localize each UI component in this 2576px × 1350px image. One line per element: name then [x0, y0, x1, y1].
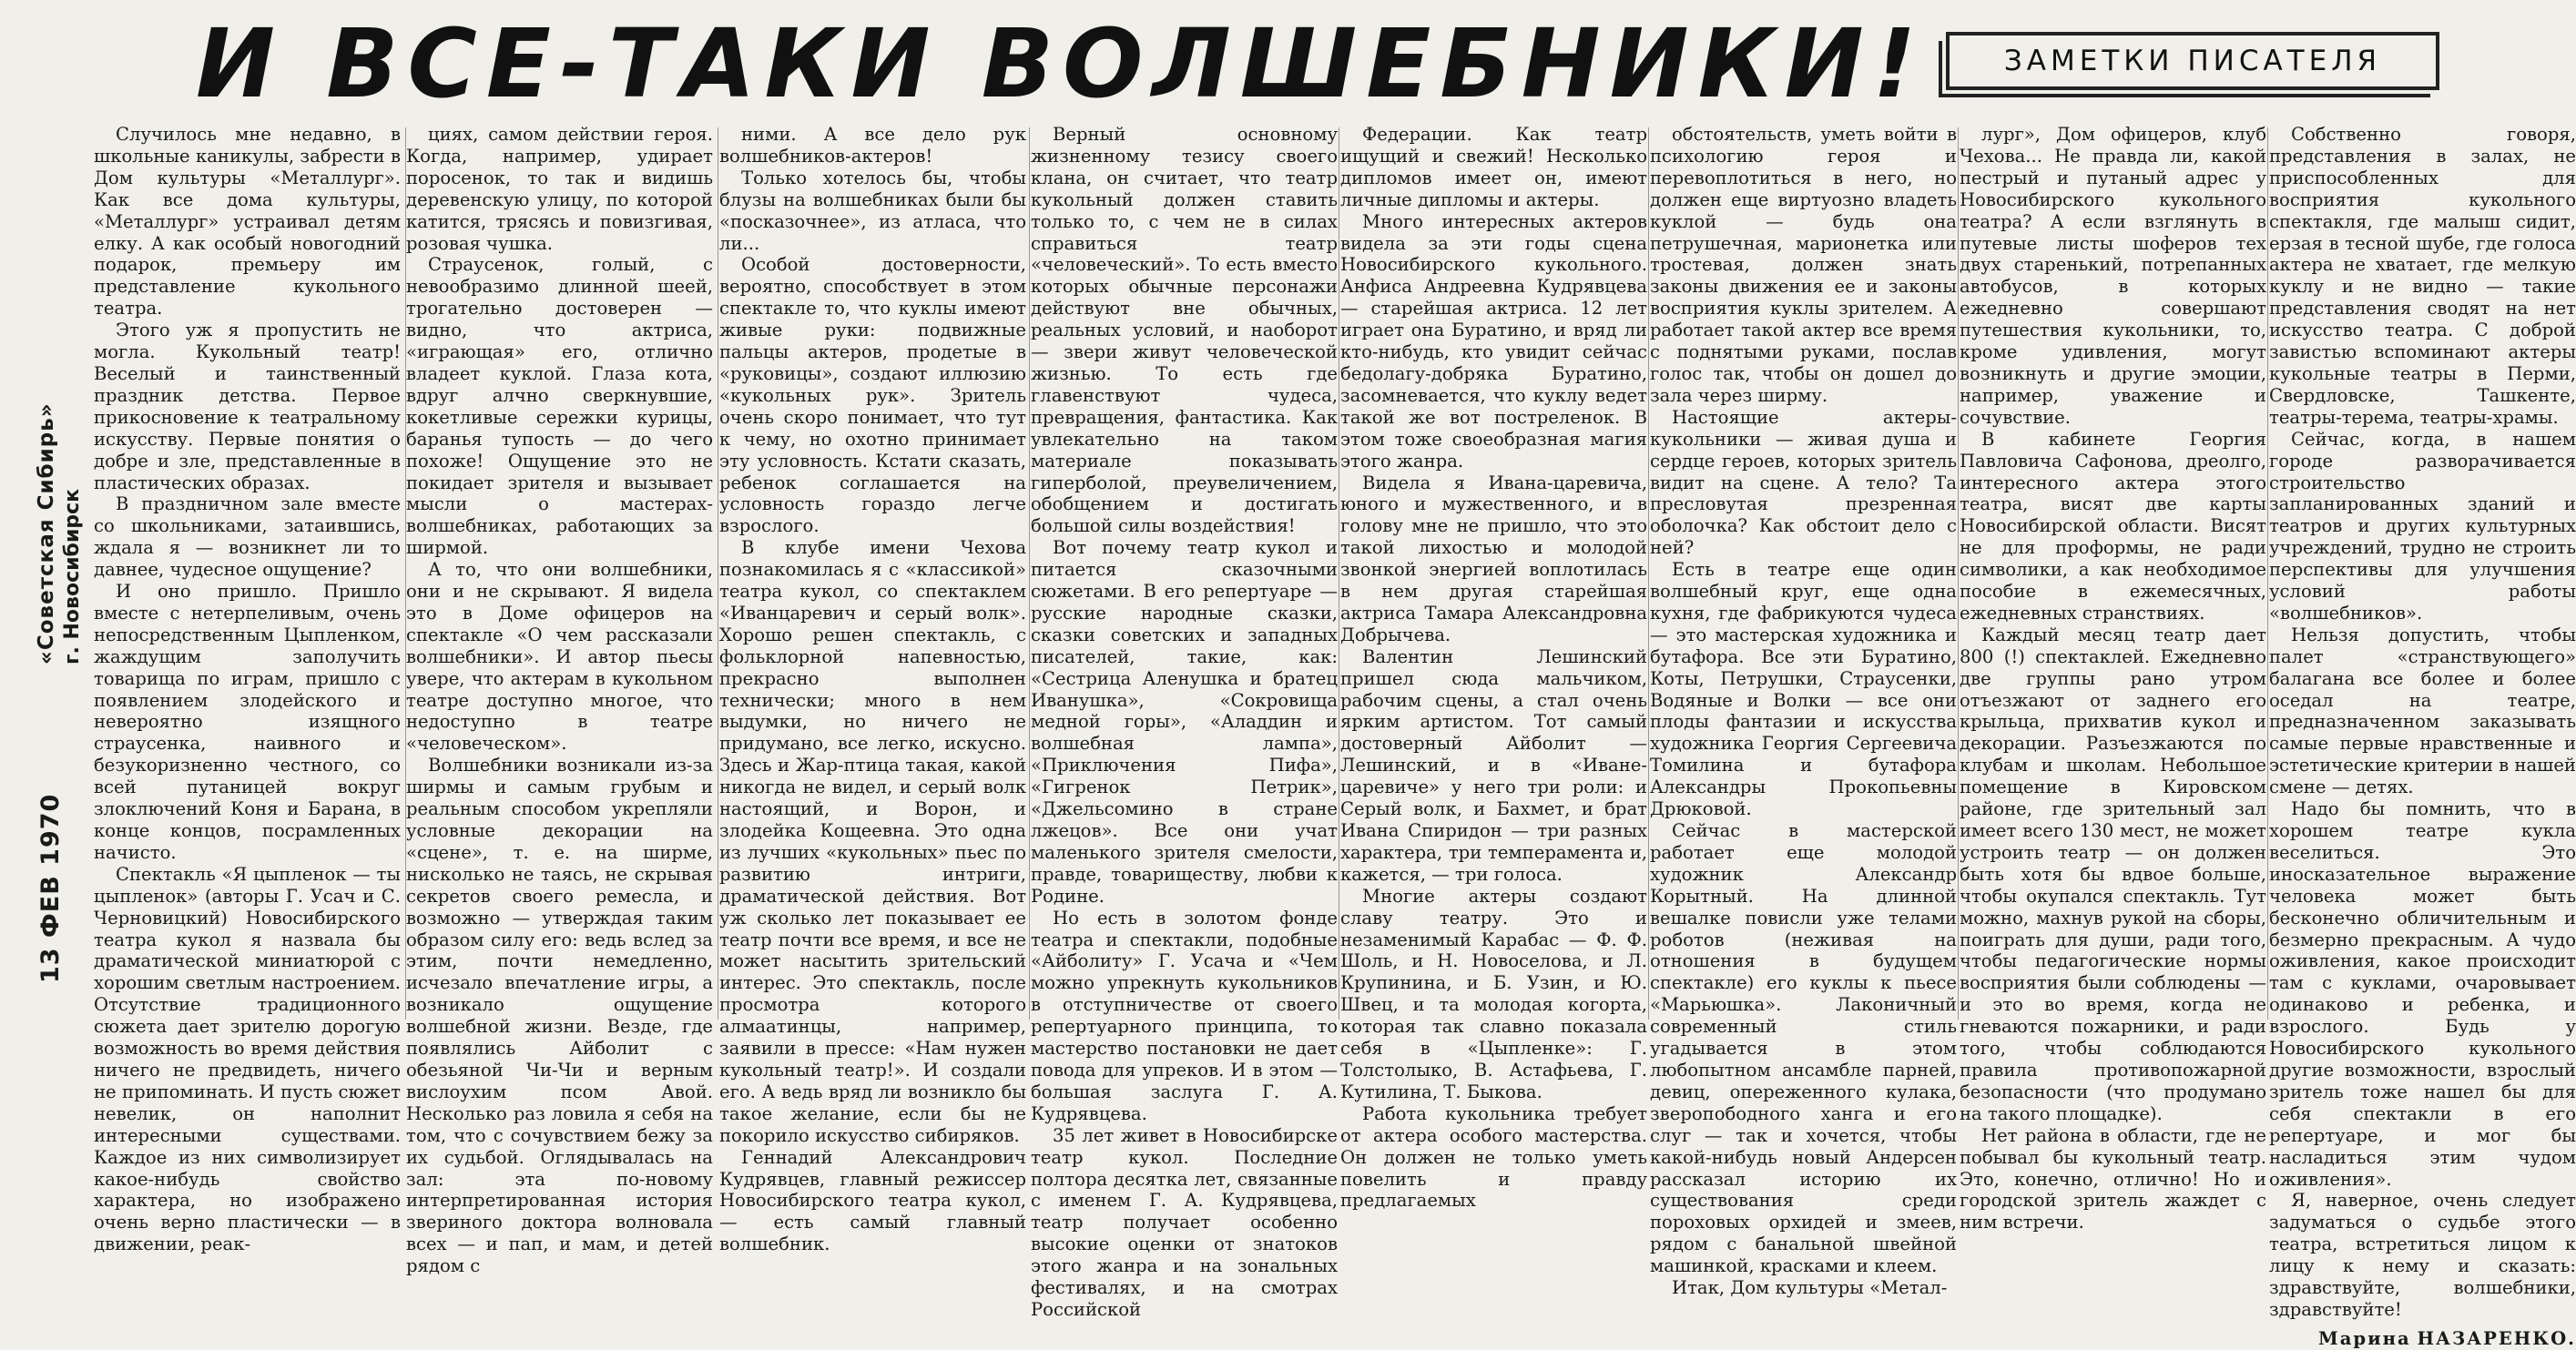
paragraph: Сейчас в мастерской работает еще молодой художник Александр Корытный. На длинной вешалке повисли уже телами роботов (неживая на отношения в будущем спектакле) его куклы к пьесе «Марьюшка». Лаконичный современный стиль угадывается в этом любопытном ансамбле парней, девиц, опереженного кулака, зверопободного ханга и его слуг — так и хочется, чтобы какой-нибудь новый Андерсен рассказал историю их существования среди пороховых орхидей и змеев, рядом с банальной швейной машинкой, красками и клеем. — [1650, 820, 1957, 1277]
column-rule — [1958, 127, 1959, 1020]
text-column-1 — [94, 124, 401, 1255]
article-headline: И ВСЕ-ТАКИ ВОЛШЕБНИКИ! — [196, 8, 1926, 119]
text-column-5 — [1340, 124, 1647, 1212]
paragraph: лург», Дом офицеров, клуб Чехова... Не правда ли, какой пестрый и путаный адрес у Новосибирского кукольного театра? А если взглянуть в путевые листы шоферов тех двух старенький, потрепанных автобусов, в которых ежедневно совершают путешествия кукольники, то, кроме удивления, могут возникнуть и другие эмоции, например, уважение и сочувствие. — [1960, 124, 2266, 428]
text-column-6 — [1650, 124, 1957, 1299]
paragraph: В клубе имени Чехова познакомилась я с «классикой» театра кукол, со спектаклем «Иванцаревич и серый волк». Хорошо решен спектакль, с фольклорной напевностью, прекрасно выполнен технически; много в нем выдумки, но ничего не придумано, все легко, искусно. Здесь и Жар-птица такая, какой никогда не видел, и серый волк настоящий, и Ворон, и злодейка Кощеевна. Это одна из лучших «кукольных» пьес по развитию интриги, драматической действия. Вот уж сколько лет показывает ее театр почти все время, и все не может насытить зрительский интерес. Это спектакль, после просмотра которого алмаатинцы, например, заявили в прессе: «Нам нужен кукольный театр!». И создали его. А ведь вряд ли возникло бы такое желание, если бы не покорило искусство сибиряков. — [719, 537, 1026, 1146]
paragraph: Верный основному жизненному тезису своего клана, он считает, что театр кукольный должен ставить только то, с чем не в силах справиться театр «человеческий». То есть вместо которых обычные персонажи действуют вне обычных, реальных условий, и наоборот — звери живут человеческой жизнью. То есть где главенствуют чудеса, превращения, фантастика. Как увлекательно на таком материале показывать гиперболой, преувеличением, обобщением и достигать большой силы воздействия! — [1031, 124, 1338, 537]
paragraph: Только хотелось бы, чтобы блузы на волшебниках были бы «посказочнее», из атласа, что ли... — [719, 167, 1026, 254]
city-name: г. Новосибирск — [61, 488, 84, 665]
paragraph: Видела я Ивана-царевича, юного и мужественного, и в голову мне не пришло, что это такой лихостью и молодой звонкой энергией воплотилась в нем другая старейшая актриса Тамара Александровна Добрычева. — [1340, 472, 1647, 645]
author-last-name: НАЗАРЕНКО. — [2417, 1327, 2576, 1349]
paragraph: обстоятельств, уметь войти в психологию героя и перевоплотиться в него, но должен еще виртуозно владеть куклой — будь она петрушечная, марионетка или тростевая, должен знать законы движения ее и законы восприятия куклы зрителем. А работает такой актер все время с поднятыми руками, послав голос так, чтобы он дошел до зала через ширму. — [1650, 124, 1957, 406]
paragraph: циях, самом действии героя. Когда, например, удирает поросенок, то так и видишь деревенскую улицу, по которой катится, трясясь и повизгивая, розовая чушка. — [406, 124, 713, 254]
paragraph: Геннадий Александрович Кудрявцев, главный режиссер Новосибирского театра кукол, — есть самый главный волшебник. — [719, 1146, 1026, 1255]
clipping-label — [35, 273, 89, 1001]
paragraph: ними. А все дело рук волшебников-актеров! — [719, 124, 1026, 167]
text-column-4 — [1031, 124, 1338, 1320]
paragraph: Валентин Лешинский пришел сюда мальчиком, рабочим сцены, а стал очень ярким артистом. Тот самый достоверный Айболит — Лешинский, и в «Иване-царевиче» у него три роли: и Серый волк, и Бахмет, и брат Ивана Спиридон — три разных характера, три темперамента и, кажется, — три голоса. — [1340, 645, 1647, 885]
paragraph: Спектакль «Я цыпленок — ты цыпленок» (авторы Г. Усач и С. Черновицкий) Новосибирского театра кукол я назвала бы драматической миниатюрой с хорошим светлым настроением. Отсутствие традиционного сюжета дает зрителю дорогую возможность во время действия ничего не предвидеть, ничего не припоминать. И пусть сюжет невелик, он наполнит интересными существами. Каждое из них символизирует какое-нибудь свойство характера, но изображено очень верно пластически — в движении, реак- — [94, 863, 401, 1255]
column-rule — [1029, 127, 1030, 1020]
paragraph: Каждый месяц театр дает 800 (!) спектаклей. Ежедневно две группы рано утром отъезжают от заднего его крыльца, прихватив кукол и декорации. Разъезжаются по клубам и школам. Небольшое помещение в Кировском районе, где зрительный зал имеет всего 130 мест, не может устроить театр — он должен быть хотя бы вдвое больше, чтобы окупался спектакль. Тут можно, махнув рукой на сборы, поиграть для души, ради того, чтобы педагогические нормы восприятия были соблюдены — и это во время, когда не гневаются пожарники, и ради того, чтобы соблюдаются правила противопожарной безопасности (что продумано на такого площадке). — [1960, 624, 2266, 1124]
rubric-box: ЗАМЕТКИ ПИСАТЕЛЯ — [1946, 32, 2439, 90]
column-rule — [1648, 127, 1649, 1020]
paragraph: Многие актеры создают славу театру. Это и незаменимый Карабас — Ф. Ф. Шоль, и Н. Новоселова, и Л. Крупинина, и Б. Узин, и Ю. Швец, и та молодая когорта, которая так славно показала себя в «Цыпленке»: Г. Толстолыко, В. Астафьева, Г. Кутилина, Т. Быкова. — [1340, 885, 1647, 1102]
paragraph: Нет района в области, где не побывал бы кукольный театр. Это, конечно, отлично! Но и городской зритель жаждет с ним встречи. — [1960, 1124, 2266, 1233]
paragraph: Нельзя допустить, чтобы палет «странствующего» балагана все более и более оседал на театре, предназначенном заказывать самые первые нравственные и эстетические критерии в нашей смене — детях. — [2269, 624, 2576, 798]
paragraph: Надо бы помнить, что в хорошем театре кукла веселиться. Это иносказательное выражение человека может быть бесконечно обличительным и безмерно прекрасным. А чудо оживления, какое происходит там с куклами, очаровывает одинаково и ребенка, и взрослого. Будь у Новосибирского кукольного другие возможности, взрослый зритель тоже нашел бы для себя спектакли в его репертуаре, и мог бы насладиться этим чудом оживления». — [2269, 798, 2576, 1190]
paragraph: Но есть в золотом фонде театра и спектакли, подобные «Айболиту» Г. Усача и «Чем можно упрекнуть кукольников в отступничестве от своего репертуарного принципа, то мастерство постановки не дает повода для упреков. И в этом — большая заслуга Г. А. Кудрявцева. — [1031, 907, 1338, 1124]
column-rule — [2267, 127, 2268, 1020]
paragraph: Настоящие актеры-кукольники — живая душа и сердце героев, которых зритель видит на сцене. А тело? Та пресловутая презренная оболочка? Как обстоит дело с ней? — [1650, 406, 1957, 559]
paragraph: Волшебники возникали из-за ширмы и самым грубым и реальным способом укрепляли условные декорации на «сцене», т. е. на ширме, нисколько не таясь, не скрывая секретов своего ремесла, и возможно — утверждая таким образом силу его: ведь вслед за этим, почти немедленно, исчезало впечатление игры, а возникало ощущение волшебной жизни. Везде, где появлялись Айболит с обезьяной Чи-Чи и верным вислоухим псом Авой. Несколько раз ловила я себя на том, что с сочувствием бежу за их судьбой. Оглядывалась на зал: эта по-новому интерпретированная история звериного доктора волновала всех — и пап, и мам, и детей рядом с — [406, 755, 713, 1277]
paragraph: Федерации. Как театр ищущий и свежий! Несколько дипломов имеет он, имеют личные дипломы и актеры. — [1340, 124, 1647, 210]
paragraph: Этого уж я пропустить не могла. Кукольный театр! Веселый и таинственный праздник детства. Первое прикосновение к театральному искусству. Первые понятия о добре и зле, представленные в пластических образах. — [94, 320, 401, 493]
date-stamp: 13 ФЕВ 1970 — [36, 793, 65, 983]
paragraph: Много интересных актеров видела за эти годы сцена Новосибирского кукольного. Анфиса Андреевна Кудрявцева — старейшая актриса. 12 лет играет она Буратино, и вряд ли кто-нибудь, кто увидит сейчас бедолагу-добряка Буратино, засомневается, что куклу ведет такой же вот постреленок. В этом тоже своеобразная магия этого жанра. — [1340, 210, 1647, 472]
text-column-2 — [406, 124, 713, 1277]
paragraph: Есть в театре еще один волшебный круг, еще одна кухня, где фабрикуются чудеса — это мастерская художника и бутафора. Все эти Буратино, Коты, Петрушки, Страусенки, Водяные и Волки — все они плоды фантазии и искусства художника Георгия Сергеевича Томилина и бутафора Александры Прокопьевны Дрюковой. — [1650, 559, 1957, 820]
paragraph: Вот почему театр кукол и питается сказочными сюжетами. В его репертуаре — русские народные сказки, сказки советских и западных писателей, такие, как: «Сестрица Аленушка и братец Иванушка», «Сокровища медной горы», «Аладдин и волшебная лампа», «Приключения Пифа», «Гигренок Петрик», «Джельсомино в стране лжецов». Все они учат маленького зрителя смелости, правде, товариществу, любви к Родине. — [1031, 537, 1338, 907]
paragraph: Особой достоверности, вероятно, способствует в этом спектакле то, что куклы имеют живые руки: подвижные пальцы актеров, продетые в «руковицы», создают иллюзию «кукольных рук». Зритель очень скоро понимает, что тут к чему, но охотно принимает эту условность. Кстати сказать, ребенок соглашается на условность гораздо легче взрослого. — [719, 254, 1026, 537]
author-signature — [2269, 1328, 2576, 1350]
paragraph: Случилось мне недавно, в школьные каникулы, забрести в Дом культуры «Металлург». Как все дома культуры, «Металлург» устраивал детям елку. А как особый новогодний подарок, премьеру им представление кукольного театра. — [94, 124, 401, 320]
paragraph: Страусенок, голый, с невообразимо длинной шеей, трогательно достоверен — видно, что актриса, «играющая» его, отлично владеет куклой. Глаза кота, вдруг алчно сверкнувшие, кокетливые сережки курицы, баранья тупость — до чего похоже! Ощущение это не покидает зрителя и вызывает мысли о мастерах-волшебниках, работающих за ширмой. — [406, 254, 713, 559]
paragraph: Работа кукольника требует от актера особого мастерства. Он должен не только уметь повелить и правду предлагаемых — [1340, 1102, 1647, 1212]
paragraph: Итак, Дом культуры «Метал- — [1672, 1277, 1948, 1299]
paragraph: А то, что они волшебники, они и не скрывают. Я видела это в Доме офицеров на спектакле «О чем рассказали волшебники». И автор пьесы увере, что актерам в кукольном театре доступно многое, что недоступно в театре «человеческом». — [406, 559, 713, 755]
paragraph: В праздничном зале вместе со школьниками, затаившись, ждала я — возникнет ли то давнее, чудесное ощущение? — [94, 493, 401, 581]
author-first-name: Марина — [2318, 1327, 2411, 1349]
text-column-7 — [1960, 124, 2266, 1233]
paragraph: Сейчас, когда, в нашем городе разворачивается строительство запланированных зданий и театров и других культурных учреждений, трудно не строить перспективы для улучшения условий работы «волшебников». — [2269, 428, 2576, 624]
paragraph: Собственно говоря, представления в залах, не приспособленных для восприятия кукольного спектакля, где малыш сидит, ерзая в тесной шубе, где голоса актера не хватает, где мелкую куклу и не видно — такие представления сводят на нет искусство театра. С доброй завистью вспоминают актеры кукольные театры в Перми, Свердловске, Ташкенте, театры-терема, театры-храмы. — [2269, 124, 2576, 428]
paragraph: В кабинете Георгия Павловича Сафонова, дреолго, интересного актера этого театра, висят две карты Новосибирской области. Висят не для проформы, не ради символики, а как необходимое пособие в ежемесячных, ежедневных странствиях. — [1960, 428, 2266, 624]
text-column-8 — [2269, 124, 2576, 1349]
paragraph: Я, наверное, очень следует задуматься о судьбе этого театра, встретиться лицом к лицу к нему и сказать: здравствуйте, волшебники, здравствуйте! — [2269, 1190, 2576, 1320]
paragraph: 35 лет живет в Новосибирске театр кукол. Последние полтора десятка лет, связанные с именем Г. А. Кудрявцева, театр получает особенно высокие оценки от знатоков этого жанра и на зональных фестивалях, и на смотрах Российской — [1031, 1124, 1338, 1320]
paragraph: И оно пришло. Пришло вместе с нетерпеливым, очень непосредственным Цыпленком, жаждущим заполучить товарища по играм, пришло с появлением злодейского и невероятно изящного страусенка, наивного и безукоризненно честного, со всей путаницей вокруг злоключений Коня и Барана, в конце концов, посрамленных начисто. — [94, 581, 401, 863]
newspaper-name: «Советская Сибирь» — [35, 402, 58, 665]
text-column-3 — [719, 124, 1026, 1255]
